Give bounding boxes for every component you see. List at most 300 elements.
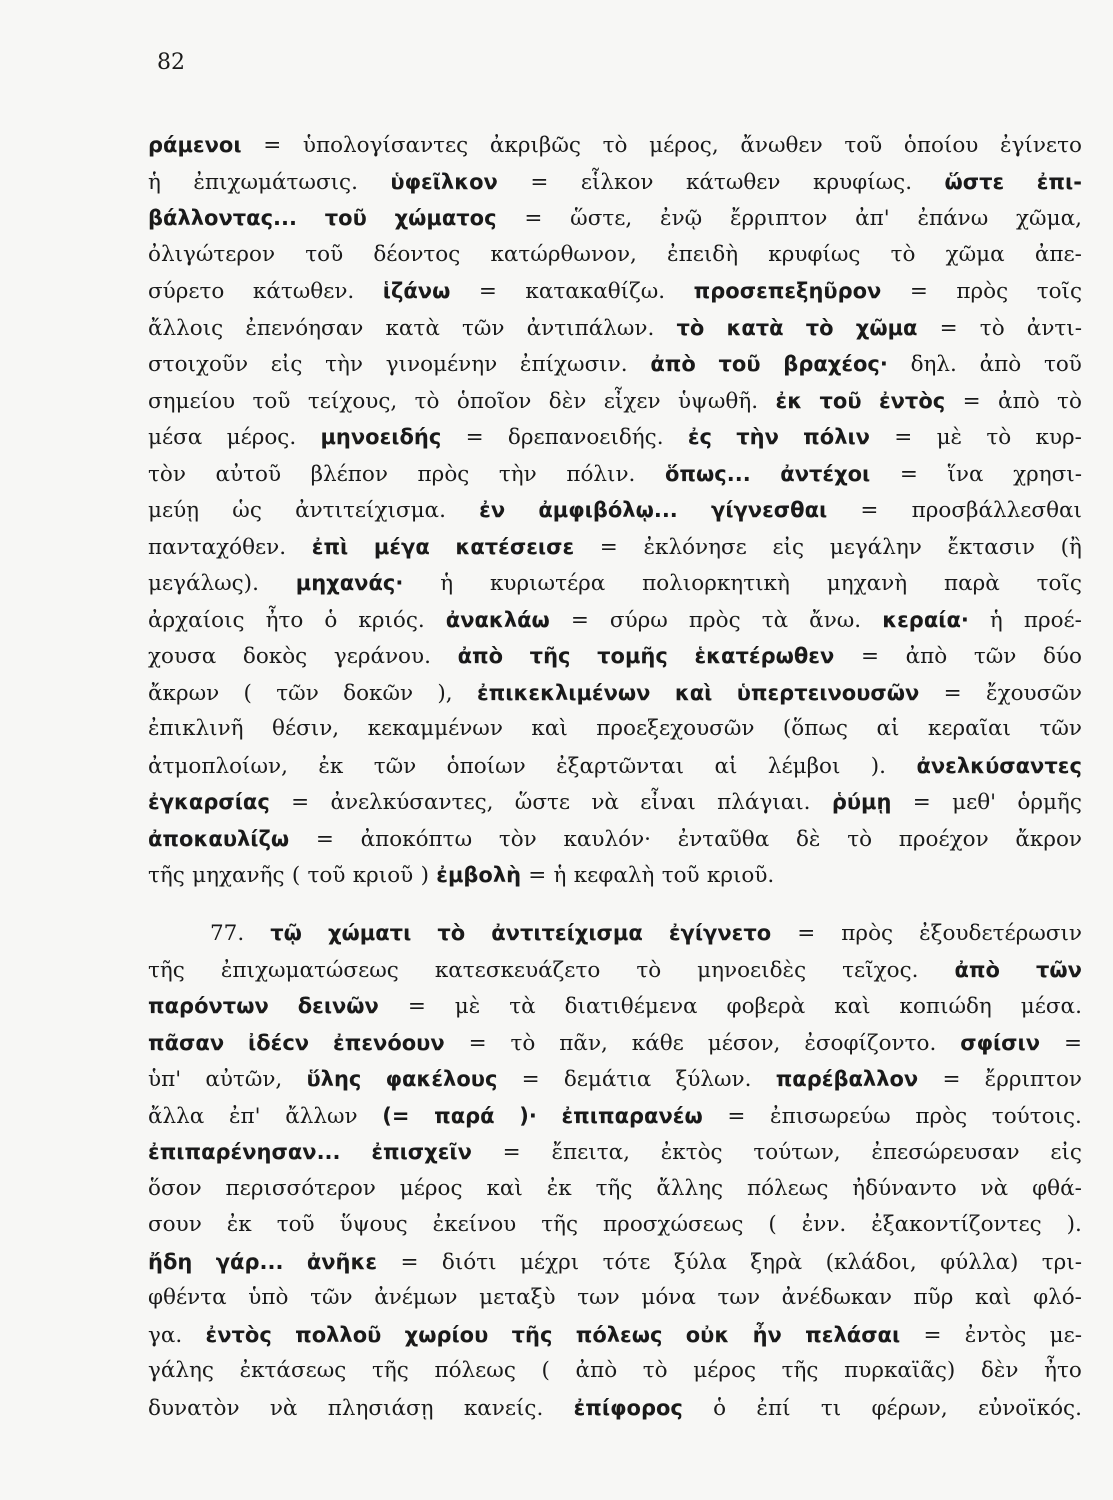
word: ἡ: [553, 863, 567, 888]
word: ὑπολογίσαντες: [302, 133, 469, 158]
word: γάλης: [148, 1358, 214, 1383]
word: ἐπί: [756, 1395, 791, 1421]
headword: τῶν: [1035, 957, 1082, 982]
word: μέσα.: [1020, 994, 1082, 1019]
headword: παρά: [434, 1103, 495, 1128]
text-line: [148, 419, 1082, 456]
word: διότι: [441, 1249, 497, 1275]
word: καὶ: [975, 1285, 1012, 1310]
word: ἐκείνου: [432, 1212, 517, 1237]
text-line: [148, 1353, 1082, 1390]
headword: ῥύμῃ: [831, 790, 892, 814]
word: ἀρχαίοις: [148, 607, 245, 633]
word: ): [420, 863, 429, 888]
word: ἀπὸ: [575, 1358, 618, 1383]
headword: ἐπιπαρένησαν...: [148, 1140, 341, 1164]
headword: τὸ: [805, 315, 834, 340]
word: ),: [437, 680, 453, 706]
headword: μέγα: [373, 534, 430, 559]
word: ὑπὸ: [248, 1285, 289, 1310]
word: τούτοις.: [991, 1103, 1082, 1129]
word: =: [797, 921, 816, 946]
headword: ἐπι-: [1036, 169, 1082, 194]
word: αὐτῶν,: [205, 1067, 283, 1092]
word: τὸ: [602, 133, 628, 158]
headword: ἐπίφορος: [573, 1395, 683, 1420]
word: =: [962, 388, 981, 414]
headword: ἀντιτείχισμα: [491, 921, 643, 945]
headword: ἰδέcν: [248, 1030, 310, 1055]
text-line: [148, 821, 1082, 858]
word: σουν: [148, 1212, 202, 1237]
text-line: [148, 200, 1082, 237]
word: τὸ: [1057, 388, 1082, 414]
word: καὶ: [531, 716, 568, 741]
headword: ἀπὸ: [650, 352, 696, 376]
headword: ἀπὸ: [457, 644, 504, 668]
headword: τῆς: [511, 1322, 553, 1347]
word: ).: [870, 753, 887, 779]
word: κριός.: [358, 607, 425, 633]
word: τοῦ: [844, 133, 883, 158]
headword: ἐμβολὴ: [436, 863, 522, 887]
headword: ὑφεῖλκον: [390, 169, 498, 194]
headword: ἀνῆκε: [306, 1249, 378, 1274]
word: (ὅπως: [782, 716, 848, 741]
word: καυλόν·: [563, 826, 651, 852]
word: τὴν: [498, 461, 537, 487]
headword: γίγνεσθαι: [711, 498, 828, 522]
word: διατιθέμενα: [564, 994, 698, 1019]
text-line: [148, 1207, 1082, 1244]
word: τῆς: [595, 1175, 633, 1201]
headword: τῆς: [529, 644, 571, 668]
headword: κατέσεισε: [455, 534, 575, 559]
word: ἐπ': [228, 1103, 261, 1129]
word: δοκῶν: [343, 680, 414, 706]
headword: μηνοειδής: [320, 425, 442, 449]
word: τῆς: [148, 957, 185, 983]
word: ).: [1066, 1212, 1082, 1237]
word: ἀντι-: [1026, 315, 1082, 341]
text-line: [148, 1098, 1082, 1135]
headword: ἐγκαρσίας: [148, 790, 270, 814]
word: =: [478, 279, 497, 304]
word: ἡ: [440, 571, 454, 596]
word: ἄλλων: [285, 1103, 358, 1129]
word: =: [263, 133, 282, 158]
word: κεκαμμένων: [367, 716, 503, 741]
word: δρεπανοειδής.: [507, 425, 664, 450]
word: περισσότερον: [225, 1175, 376, 1201]
word: ἐνῷ: [660, 206, 703, 231]
word: εἰς: [270, 352, 303, 377]
word: ἐκτάσεως: [239, 1358, 347, 1383]
text-line: [148, 492, 1082, 529]
word: μόνα: [641, 1285, 696, 1310]
word: προεξεχουσῶν: [596, 716, 755, 741]
paragraph-glossary-77: [148, 915, 1082, 1426]
word: =: [400, 1249, 419, 1275]
word: κοπιώδη: [899, 994, 992, 1019]
word: ὁποίου: [903, 133, 979, 158]
headword: ἤδη: [148, 1249, 193, 1274]
word: ἐπιχωμάτωσις.: [193, 169, 358, 195]
word: ἐπισωρεύω: [770, 1103, 891, 1129]
text-line: [148, 1134, 1082, 1171]
headword: οὐκ: [685, 1322, 730, 1347]
word: χρησι-: [1013, 461, 1082, 487]
text-line: [148, 638, 1082, 675]
headword: ἐντὸς: [878, 388, 946, 413]
text-line: [148, 602, 1082, 639]
headword: κεραία·: [882, 607, 969, 632]
word: τὸ: [642, 1358, 668, 1383]
word: τὸ: [510, 1030, 536, 1056]
word: ἠδύναντο: [852, 1175, 957, 1201]
word: ἐπειδὴ: [667, 241, 739, 267]
word: ἀπὸ: [979, 352, 1022, 377]
word: ἐκ: [546, 1175, 572, 1201]
word: των: [717, 1285, 761, 1310]
word: εἶχεν: [603, 388, 661, 414]
word: μηχανῆς: [192, 863, 285, 888]
word: ἐνταῦθα: [677, 826, 770, 852]
text-line: [148, 1171, 1082, 1208]
word: =: [315, 826, 334, 852]
word: ὁποῖον: [456, 388, 532, 414]
text-line: [148, 711, 1082, 748]
word: δοκὸς: [242, 644, 308, 669]
word: (ἢ: [1060, 534, 1082, 560]
headword: ἱζάνω: [382, 279, 451, 303]
text-line: [148, 915, 1082, 952]
headword: τὴν: [736, 425, 779, 449]
word: προέχον: [898, 826, 989, 852]
word: τοῦ: [252, 388, 291, 414]
word: ὁρμῆς: [1017, 790, 1082, 815]
word: δεμάτια: [563, 1067, 652, 1092]
word: τοῦ: [1043, 352, 1082, 377]
word: ἐπικλινῆ: [148, 716, 244, 741]
headword: ὑπερτεινουσῶν: [736, 680, 920, 705]
word: κάτωθεν: [685, 169, 781, 195]
word: μέχρι: [519, 1249, 580, 1275]
word: κανείς.: [463, 1395, 544, 1421]
word: ἐκ: [226, 1212, 252, 1237]
word: τῆς: [371, 1358, 409, 1383]
word: εὐνοϊκός.: [978, 1395, 1082, 1421]
headword: ἐπισχεῖν: [371, 1140, 472, 1164]
headword: τῷ: [270, 921, 302, 945]
headword: ἑκατέρωθεν: [694, 644, 835, 668]
word: σύρω: [609, 607, 668, 633]
word: τὸν: [498, 826, 537, 852]
word: πόλιν.: [566, 461, 636, 487]
word: νὰ: [591, 790, 619, 815]
headword: πελάσαι: [805, 1322, 901, 1347]
word: =: [524, 206, 543, 231]
word: τὸ: [986, 425, 1012, 450]
word: μέρος: [693, 1358, 757, 1383]
word: φλό-: [1033, 1285, 1082, 1310]
word: ἐνν.: [801, 1212, 847, 1237]
word: βλέπον: [310, 461, 388, 487]
word: 77.: [210, 921, 245, 946]
word: ἐπιχωματώσεως: [220, 957, 399, 983]
word: πλάγιαι.: [717, 790, 811, 815]
text-line: [148, 784, 1082, 821]
headword: ὥστε: [944, 169, 1005, 194]
headword: ράμενοι: [148, 133, 242, 157]
word: ἦτο: [1044, 1358, 1082, 1383]
word: τὰ: [509, 994, 536, 1019]
word: ἔρριπτον: [729, 206, 828, 231]
word: δηλ.: [910, 352, 957, 377]
word: φθά-: [1032, 1175, 1082, 1201]
word: τι: [820, 1395, 842, 1421]
headword: δεινῶν: [297, 994, 379, 1018]
word: =: [407, 994, 426, 1019]
headword: χώματος: [394, 206, 497, 230]
headword: παρόντων: [148, 994, 269, 1018]
word: τείχους,: [307, 388, 398, 414]
text-line: [148, 1025, 1082, 1062]
text-line: [148, 383, 1082, 420]
word: καὶ: [486, 1175, 523, 1201]
word: δυνατὸν: [148, 1395, 240, 1421]
word: πρὸς: [841, 921, 894, 946]
word: μέρος,: [649, 133, 719, 158]
word: τῶν: [973, 644, 1017, 669]
word: θέσιν,: [272, 716, 340, 741]
word: νὰ: [980, 1175, 1009, 1201]
word: στοιχοῦν: [148, 352, 249, 377]
word: (κλάδοι,: [825, 1249, 917, 1275]
word: ἀπὸ: [905, 644, 948, 669]
word: κάθε: [631, 1030, 684, 1056]
word: ξηρὰ: [750, 1249, 803, 1275]
word: πρὸς: [915, 1103, 968, 1129]
word: =: [899, 461, 918, 487]
headword: ὅπως...: [665, 461, 751, 486]
word: ὕψους: [339, 1212, 408, 1237]
word: τῆς: [781, 1358, 819, 1383]
word: ὥστε: [514, 790, 571, 815]
headword: ἀπὸ: [954, 957, 1000, 982]
word: τῶν: [462, 315, 505, 341]
word: =: [599, 534, 618, 560]
word: ἀποκόπτω: [360, 826, 473, 852]
word: κεραῖαι: [927, 716, 1011, 741]
word: ἔκτασιν: [947, 534, 1036, 560]
text-line: [148, 675, 1082, 712]
word: πόλεως: [746, 1175, 829, 1201]
word: πολιορκητικὴ: [642, 571, 790, 596]
word: πρὸς: [688, 607, 741, 633]
headword: ἀνελκύσαντες: [916, 753, 1082, 778]
word: φθέντα: [148, 1285, 227, 1310]
word: κατακαθίζω.: [525, 279, 666, 304]
word: (: [768, 1212, 777, 1237]
word: ξύλων.: [675, 1067, 752, 1092]
word: =: [942, 1067, 961, 1092]
word: =: [291, 790, 310, 815]
word: ἔχουσῶν: [986, 680, 1082, 706]
page-number: 82: [157, 50, 185, 75]
word: ἐκλόνησε: [643, 534, 747, 560]
word: =: [468, 1030, 487, 1056]
word: τοῖς: [1036, 279, 1082, 304]
word: τοῖς: [1036, 571, 1082, 596]
headword: ὕλης: [306, 1067, 362, 1091]
text-line: [148, 346, 1082, 383]
word: μέρος: [399, 1175, 463, 1201]
text-line: [148, 310, 1082, 347]
word: ἐπεσώρευσαν: [871, 1140, 1020, 1165]
headword: ἀντέχοι: [780, 461, 871, 486]
word: ἄλλα: [148, 1103, 205, 1129]
headword: σφίσιν: [960, 1030, 1041, 1055]
word: ἀπε-: [1034, 241, 1082, 267]
text-line: [148, 127, 1082, 164]
word: ἡ: [148, 169, 161, 195]
word: =: [465, 425, 484, 450]
word: ἐντὸς: [964, 1322, 1027, 1348]
headword: χῶμα: [855, 315, 918, 340]
word: καὶ: [834, 994, 871, 1019]
word: σημείου: [148, 388, 236, 414]
headword: ἀμφιβόλῳ...: [538, 498, 678, 522]
word: τῶν: [276, 680, 319, 706]
word: ἀπ': [855, 206, 890, 231]
word: τοῦ: [661, 863, 700, 888]
text-line: [148, 1390, 1082, 1427]
word: γα.: [148, 1322, 183, 1348]
word: ἄκρων: [148, 680, 220, 706]
word: κάτωθεν.: [252, 279, 355, 304]
word: γεράνου.: [333, 644, 431, 669]
word: =: [570, 607, 589, 633]
headword: γάρ...: [215, 1249, 284, 1274]
headword: χωρίου: [404, 1322, 489, 1347]
word: τὴν: [325, 352, 364, 377]
word: πρὸς: [956, 279, 1009, 304]
word: =: [909, 279, 928, 304]
word: μεύῃ: [148, 498, 200, 523]
paragraph-glossary-1: [148, 127, 1082, 894]
word: ἀκριβῶς: [489, 133, 581, 158]
word: κεφαλὴ: [573, 863, 655, 888]
word: πυρκαϊᾶς): [844, 1358, 956, 1383]
word: τὸ: [979, 315, 1005, 341]
text-line: [148, 529, 1082, 566]
word: ξύλα: [673, 1249, 727, 1275]
word: ὑπ': [148, 1067, 182, 1092]
word: κριοῦ: [352, 863, 414, 888]
word: χῶμα,: [1016, 206, 1082, 231]
word: δὲν: [980, 1358, 1019, 1383]
word: γινομένην: [385, 352, 498, 377]
headword: πᾶσαν: [148, 1030, 225, 1055]
text-line: [148, 748, 1082, 785]
word: =: [943, 680, 962, 706]
headword: παρέβαλλον: [775, 1067, 919, 1091]
word: τοῦ: [276, 1212, 315, 1237]
headword: ἐπὶ: [311, 534, 349, 559]
word: τότε: [602, 1249, 651, 1275]
word: χουσα: [148, 644, 217, 669]
headword: ἦν: [752, 1322, 782, 1347]
word: ἐγίνετο: [1000, 133, 1082, 158]
word: πλησιάσῃ: [327, 1395, 434, 1421]
word: ἄνωθεν: [740, 133, 823, 158]
word: ἀντιτείχισμα.: [295, 498, 446, 523]
headword: πόλιν: [803, 425, 870, 449]
text-line: [148, 1317, 1082, 1354]
word: κριοῦ.: [706, 863, 775, 888]
text-line: [148, 952, 1082, 989]
word: εἶναι: [640, 790, 696, 815]
word: κατὰ: [385, 315, 440, 341]
word: μηχανὴ: [826, 571, 908, 596]
word: εἰς: [772, 534, 805, 560]
word: πανταχόθεν.: [148, 534, 287, 560]
word: πόλεως: [434, 1358, 516, 1383]
word: πῦρ: [913, 1285, 954, 1310]
word: =: [860, 644, 879, 669]
word: σύρετο: [148, 279, 225, 304]
word: μὲ: [454, 994, 481, 1019]
word: τῶν: [373, 753, 417, 779]
word: ὁ: [324, 607, 338, 633]
headword: ἐγίγνετο: [668, 921, 772, 945]
headword: φακέλους: [385, 1067, 498, 1091]
text-line: [148, 237, 1082, 274]
word: ὥστε,: [570, 206, 633, 231]
word: =: [502, 1140, 521, 1165]
word: κυρ-: [1035, 425, 1082, 450]
headword: ἐκ: [775, 388, 803, 413]
word: τοῦ: [307, 863, 346, 888]
word: κατώρθωνον,: [490, 241, 637, 267]
word: τὸ: [636, 957, 662, 983]
word: κυριωτέρα: [489, 571, 606, 596]
text-line: [148, 988, 1082, 1025]
word: ἀνέμων: [374, 1285, 458, 1310]
word: =: [939, 315, 958, 341]
word: χῶμα: [945, 241, 1005, 267]
word: μέρος.: [226, 425, 297, 450]
word: τῶν: [310, 1285, 353, 1310]
word: τεῖχος.: [842, 957, 919, 983]
word: των: [577, 1285, 620, 1310]
headword: κατὰ: [726, 315, 784, 340]
word: ὑψωθῆ.: [677, 388, 759, 414]
text-line: [148, 164, 1082, 201]
word: προσχώσεως: [603, 1212, 744, 1237]
word: ἀντιπάλων.: [526, 315, 655, 341]
word: ἐξαρτῶνται: [556, 753, 685, 779]
word: μεθ': [952, 790, 997, 815]
word: μέσα: [148, 425, 203, 450]
word: ὡς: [232, 498, 262, 523]
word: τὸ: [414, 388, 440, 414]
word: ἐπάνω: [917, 206, 989, 231]
headword: ἐντὸς: [205, 1322, 272, 1347]
word: τῆς: [541, 1212, 579, 1237]
word: αὐτοῦ: [215, 461, 282, 487]
